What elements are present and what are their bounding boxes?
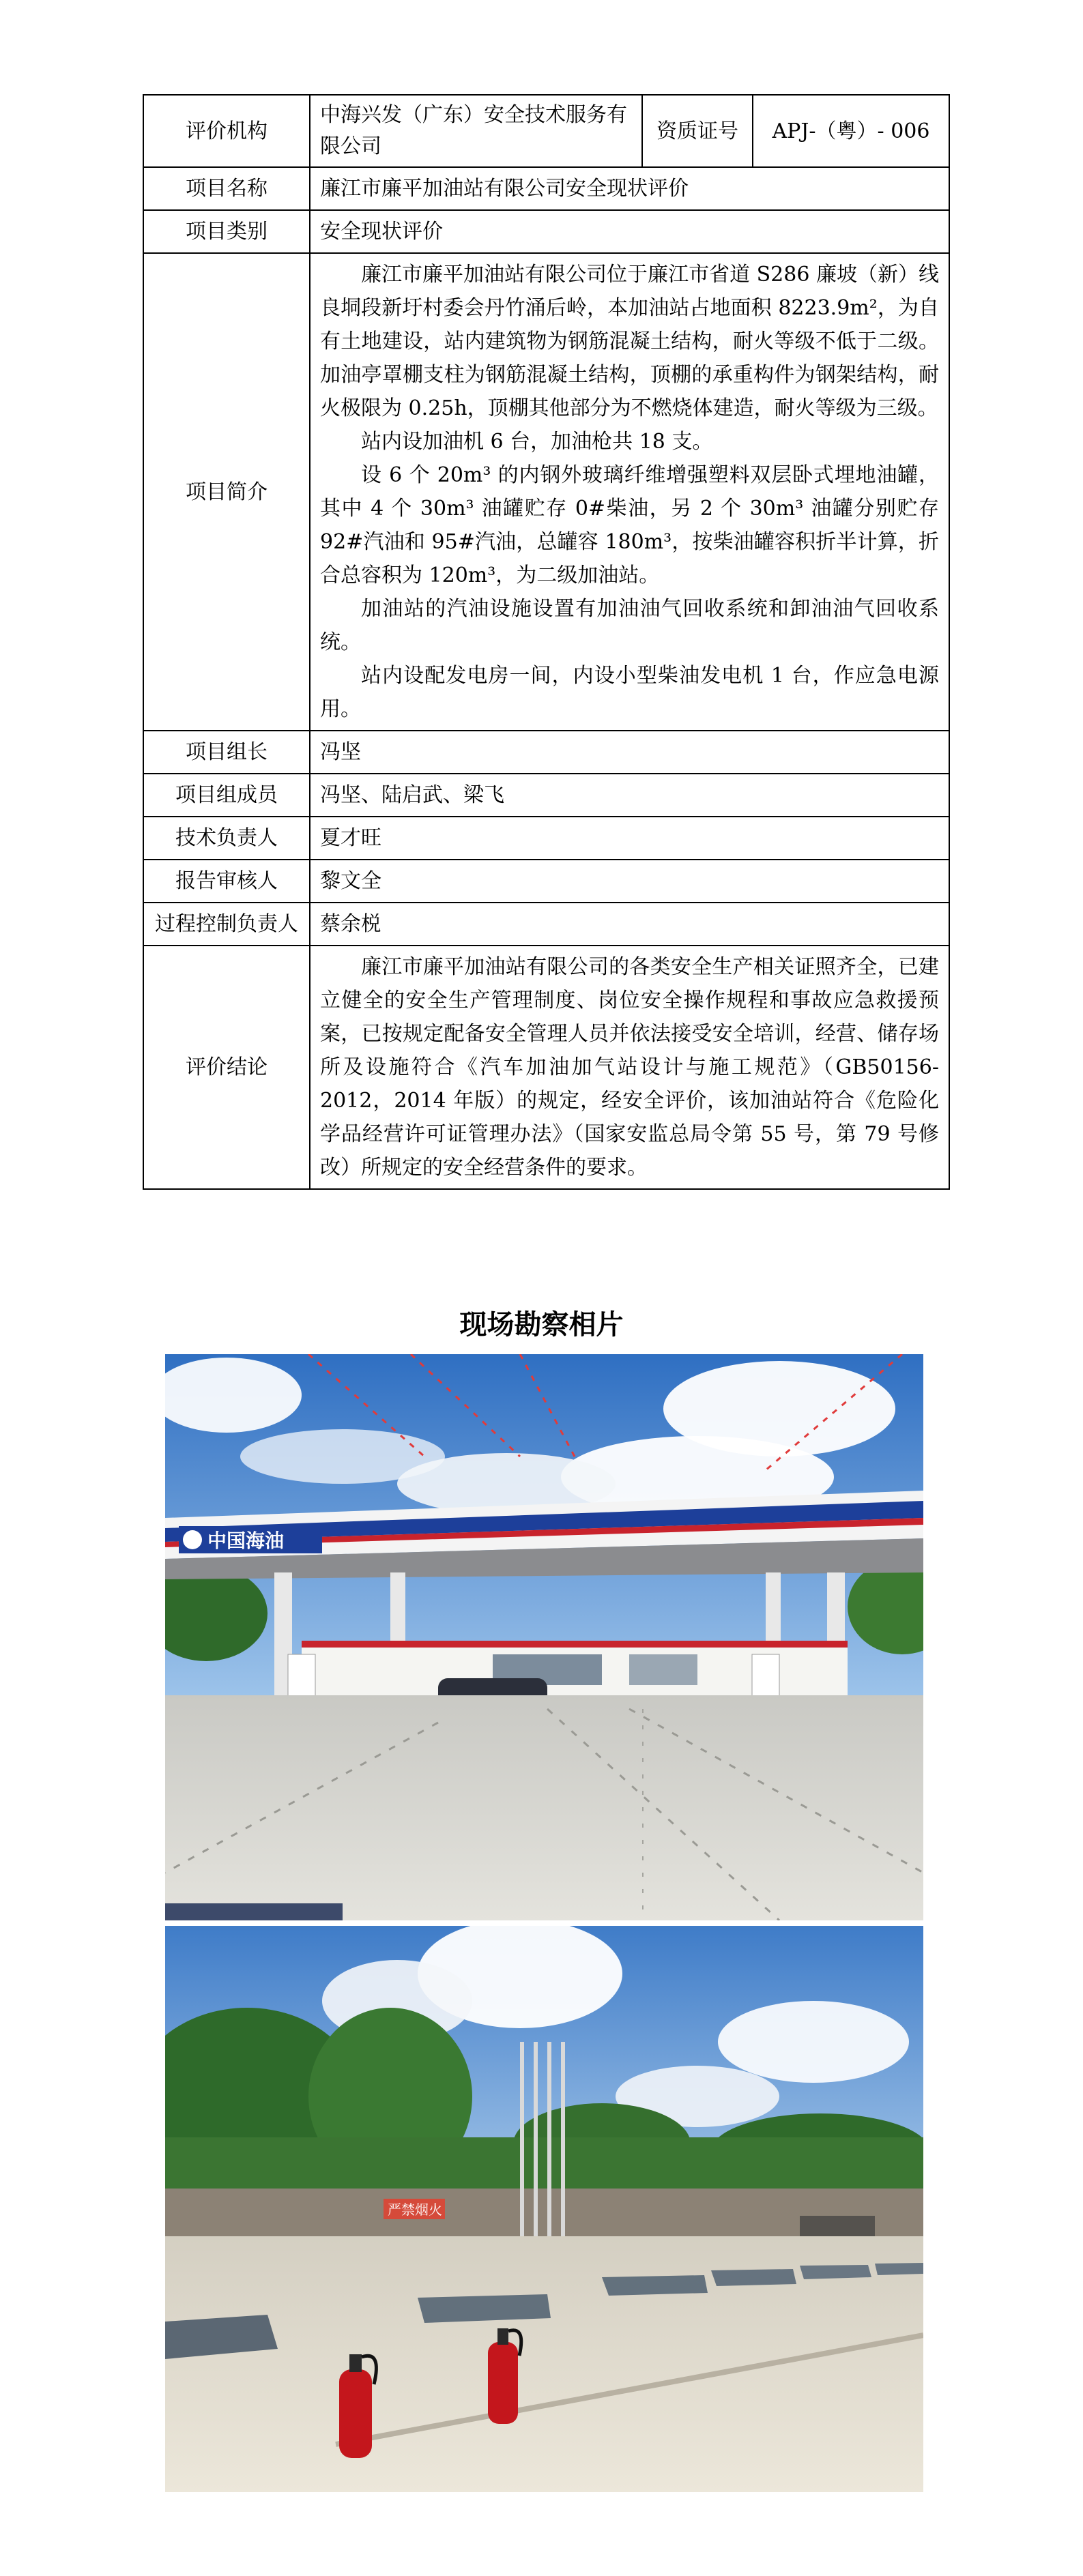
intro-paragraph: 站内设配发电房一间，内设小型柴油发电机 1 台，作应急电源用。 [320,664,939,721]
leader-value: 冯坚 [310,731,949,774]
table-row-leader [143,731,949,774]
name-value: 廉江市廉平加油站有限公司安全现状评价 [310,167,949,210]
cert-value: APJ-（粤）- 006 [753,95,949,167]
intro-label: 项目简介 [143,253,310,731]
intro-paragraph: 站内设加油机 6 台，加油枪共 18 支。 [361,430,713,454]
canopy-sign-text: 中国海油 [207,1530,285,1552]
table-row-review [143,860,949,903]
table-row-process [143,903,949,946]
table-row-org [143,95,949,167]
leader-label: 项目组长 [143,731,310,774]
intro-paragraph: 设 6 个 20m³ 的内钢外玻璃纤维增强塑料双层卧式埋地油罐，其中 4 个 30m³ 油罐贮存 0#柴油，另 2 个 30m³ 油罐分别贮存 92#汽油和 95#汽油，总罐容 180m³，按柴油罐容积折半计算，折合总容积为 120m³，为二级加油站。 [320,463,939,587]
table-row-conclusion [143,946,949,1189]
org-label: 评价机构 [143,95,310,167]
members-label: 项目组成员 [143,774,310,817]
conclusion-label: 评价结论 [143,946,310,1189]
conclusion-value [310,946,949,1189]
table-row-intro [143,253,949,731]
name-label: 项目名称 [143,167,310,210]
tank-area-photo [165,1926,923,2492]
tech-value: 夏才旺 [310,817,949,860]
evaluation-info-table [143,94,950,1190]
cert-label: 资质证号 [642,95,753,167]
intro-paragraph: 加油站的汽油设施设置有加油油气回收系统和卸油油气回收系统。 [320,597,939,654]
tank-area-photo-image [165,1926,923,2492]
table-row-type [143,210,949,253]
process-label: 过程控制负责人 [143,903,310,946]
review-label: 报告审核人 [143,860,310,903]
wall-sign-text: 严禁烟火 [388,2201,442,2218]
table-row-name [143,167,949,210]
tech-label: 技术负责人 [143,817,310,860]
photos-title: 现场勘察相片 [459,1309,624,1341]
type-label: 项目类别 [143,210,310,253]
org-value: 中海兴发（广东）安全技术服务有限公司 [310,95,642,167]
review-value: 黎文全 [310,860,949,903]
intro-value [310,253,949,731]
intro-paragraph: 廉江市廉平加油站有限公司位于廉江市省道 S286 廉坡（新）线良垌段新圩村委会丹竹涌后岭，本加油站占地面积 8223.9m²，为自有土地建设，站内建筑物为钢筋混凝土结构，耐火等级不低于二级。加油亭罩棚支柱为钢筋混凝土结构，顶棚的承重构件为钢架结构，耐火极限为 0.25h，顶棚其他部分为不燃烧体建造，耐火等级为三级。 [320,263,939,420]
process-value: 蔡余棁 [310,903,949,946]
gas-station-canopy-photo [165,1354,923,1920]
table-row-members [143,774,949,817]
canopy-photo-image [165,1354,923,1920]
conclusion-paragraph: 廉江市廉平加油站有限公司的各类安全生产相关证照齐全，已建立健全的安全生产管理制度、岗位安全操作规程和事故应急救援预案，已按规定配备安全管理人员并依法接受安全培训，经营、储存场所及设施符合《汽车加油加气站设计与施工规范》（GB50156-2012，2014 年版）的规定，经安全评价，该加油站符合《危险化学品经营许可证管理办法》（国家安监总局令第 55 号，第 79 号修改）所规定的安全经营条件的要求。 [320,955,939,1180]
members-value: 冯坚、陆启武、梁飞 [310,774,949,817]
table-row-tech [143,817,949,860]
type-value: 安全现状评价 [310,210,949,253]
